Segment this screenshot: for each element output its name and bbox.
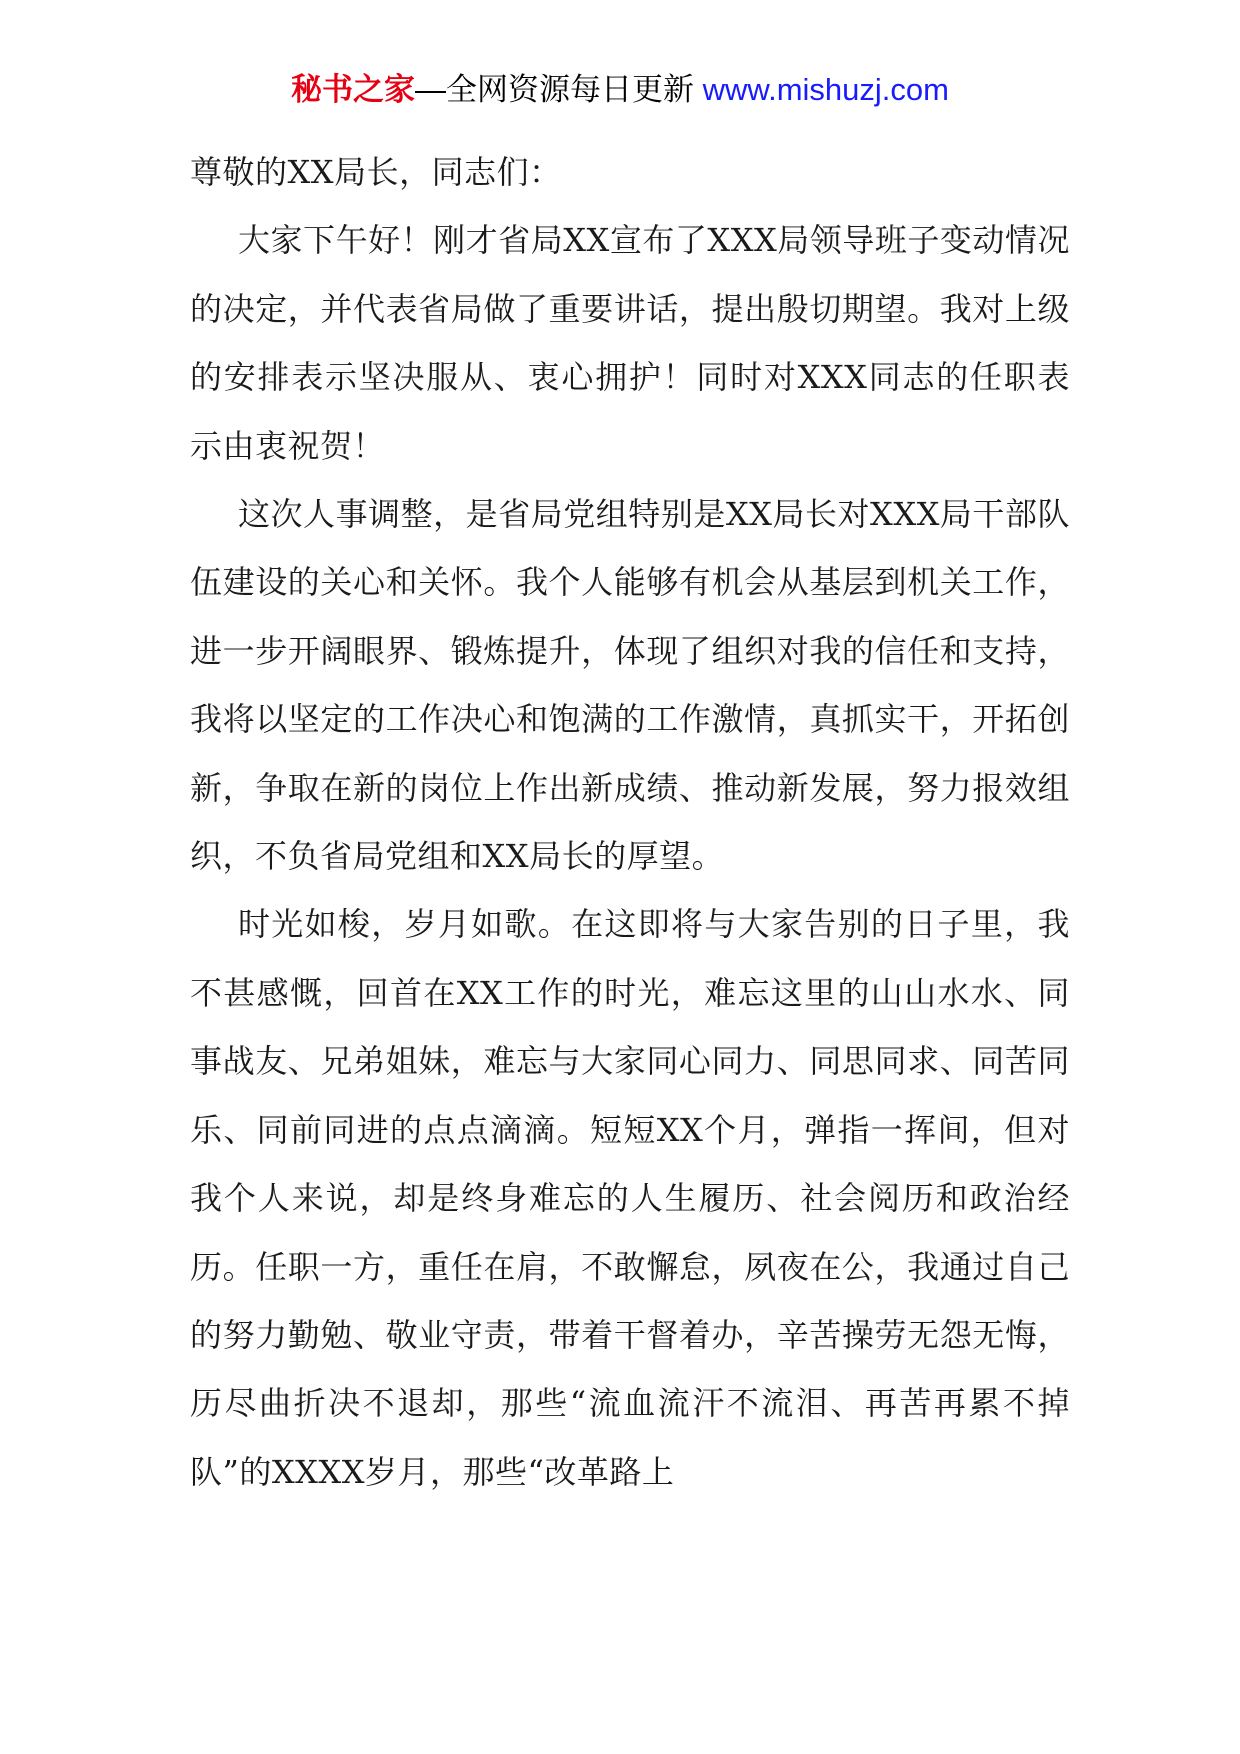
header-tagline: —全网资源每日更新 <box>415 72 695 107</box>
paragraph-3: 时光如梭，岁月如歌。在这即将与大家告别的日子里，我不甚感慨，回首在XX工作的时光，难忘这里的山山水水、同事战友、兄弟姐妹，难忘与大家同心同力、同思同求、同苦同乐、同前同进的点点滴滴。短短XX个月，弹指一挥间，但对我个人来说，却是终身难忘的人生履历、社会阅历和政治经历。任职一方，重任在肩，不敢懈怠，夙夜在公，我通过自己的努力勤勉、敬业守责，带着干督着办，辛苦操劳无怨无悔，历尽曲折决不退却，那些“流血流汗不流泪、再苦再累不掉队”的XXXX岁月，那些“改革路上 <box>190 905 1070 1491</box>
website-link[interactable]: www.mishuzj.com <box>702 72 949 107</box>
salutation: 尊敬的XX局长，同志们： <box>190 153 562 191</box>
paragraph-2: 这次人事调整，是省局党组特别是XX局长对XXX局干部队伍建设的关心和关怀。我个人能够有机会从基层到机关工作，进一步开阔眼界、锻炼提升，体现了组织对我的信任和支持，我将以坚定的工作决心和饱满的工作激情，真抓实干，开拓创新，争取在新的岗位上作出新成绩、推动新发展，努力报效组织，不负省局党组和XX局长的厚望。 <box>190 495 1070 876</box>
paragraph-1: 大家下午好！刚才省局XX宣布了XXX局领导班子变动情况的决定，并代表省局做了重要讲话，提出殷切期望。我对上级的安排表示坚决服从、衷心拥护！同时对XXX同志的任职表示由衷祝贺！ <box>190 221 1070 465</box>
brand-name: 秘书之家 <box>291 72 416 107</box>
document-body <box>190 138 1070 1506</box>
page-header <box>0 68 1240 112</box>
